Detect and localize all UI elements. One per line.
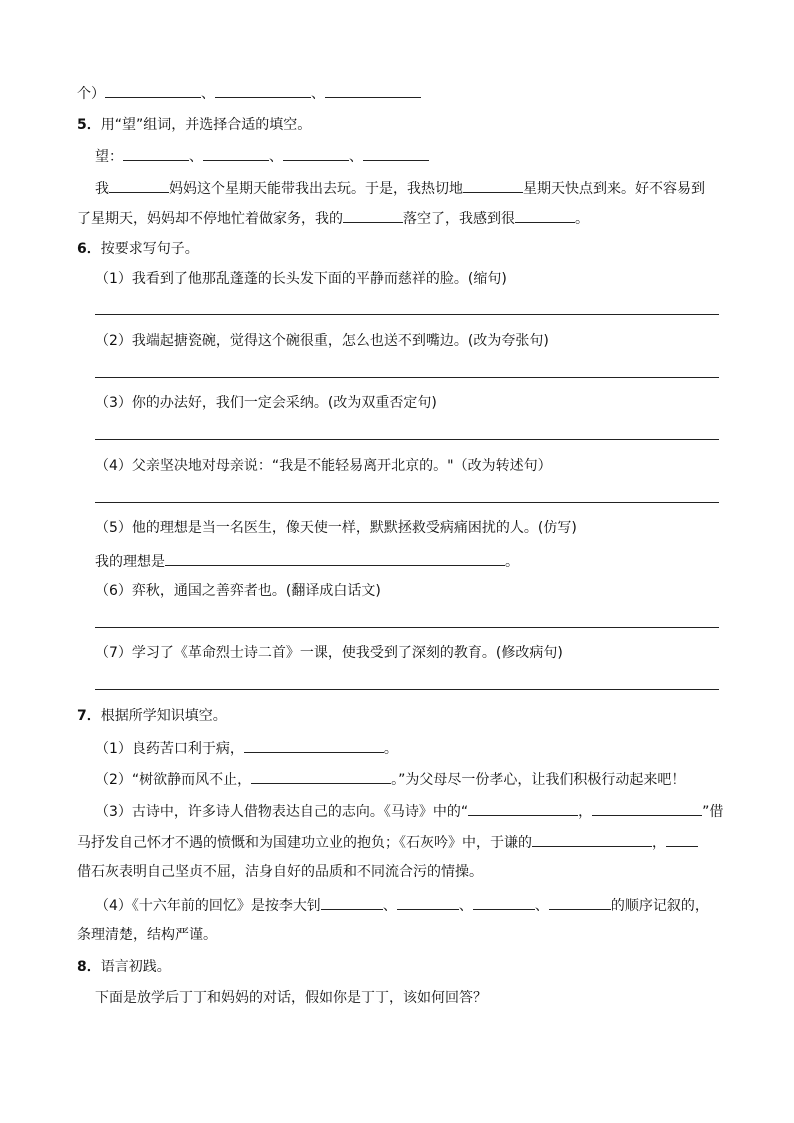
question-8-prompt: 下面是放学后丁丁和妈妈的对话，假如你是丁丁，该如何回答？: [95, 990, 487, 1006]
answer-line[interactable]: [95, 439, 719, 440]
question-6-3: （3）你的办法好，我们一定会采纳。(改为双重否定句): [95, 395, 437, 411]
question-5-words: 望： 、 、 、: [95, 145, 429, 165]
answer-line[interactable]: [95, 502, 719, 503]
blank[interactable]: [251, 768, 391, 784]
question-5-paragraph-line-2: 了星期天，妈妈却不停地忙着做家务，我的 落空了，我感到很 。: [77, 207, 589, 227]
question-6-4: （4）父亲坚决地对母亲说：“我是不能轻易离开北京的。"（改为转述句）: [95, 458, 552, 474]
question-6-2: （2）我端起搪瓷碗，觉得这个碗很重，怎么也送不到嘴边。(改为夸张句): [95, 333, 549, 349]
question-7-4-line-1: （4）《十六年前的回忆》是按李大钊 、 、 、 的顺序记叙的，: [95, 894, 709, 914]
question-6-5-fill: 我的理想是 。: [95, 550, 519, 570]
blank[interactable]: [244, 737, 384, 753]
question-number: 6．: [77, 241, 101, 257]
question-8-heading: 8．语言初践。: [77, 959, 171, 975]
question-7-heading: 7．根据所学知识填空。: [77, 708, 227, 724]
blank[interactable]: [363, 145, 429, 161]
answer-line[interactable]: [95, 314, 719, 315]
blank[interactable]: [215, 82, 311, 98]
question-7-2: （2）“树欲静而风不止， 。”为父母尽一份孝心，让我们积极行动起来吧！: [95, 768, 685, 788]
question-7-4-line-2: 条理清楚，结构严谨。: [77, 927, 217, 943]
answer-line[interactable]: [95, 377, 719, 378]
question-6-1: （1）我看到了他那乱蓬蓬的长头发下面的平静而慈祥的脸。(缩句): [95, 271, 507, 287]
blank[interactable]: [473, 894, 535, 910]
question-7-3-line-3: 借石灰表明自己坚贞不屈，洁身自好的品质和不同流合污的情操。: [77, 864, 483, 880]
blank[interactable]: [532, 831, 652, 847]
question-number: 5．: [77, 117, 101, 133]
blank[interactable]: [592, 800, 702, 816]
question-6-6: （6）弈秋，通国之善弈者也。(翻译成白话文): [95, 583, 381, 599]
answer-line[interactable]: [95, 689, 719, 690]
blank[interactable]: [321, 894, 383, 910]
blank[interactable]: [123, 145, 189, 161]
blank[interactable]: [397, 894, 459, 910]
blank[interactable]: [165, 550, 505, 566]
question-7-3-line-1: （3）古诗中，许多诗人借物表达自己的志向。《马诗》中的“ ， ”借: [95, 800, 723, 820]
question-6-5: （5）他的理想是当一名医生，像天使一样，默默拯救受病痛困扰的人。(仿写): [95, 520, 577, 536]
blank[interactable]: [283, 145, 349, 161]
blank[interactable]: [549, 894, 611, 910]
question-number: 7．: [77, 708, 101, 724]
blank[interactable]: [515, 207, 575, 223]
blank[interactable]: [203, 145, 269, 161]
blank[interactable]: [343, 207, 403, 223]
question-6-7: （7）学习了《革命烈士诗二首》一课，使我受到了深刻的教育。(修改病句): [95, 645, 563, 661]
blank[interactable]: [325, 82, 421, 98]
question-6-heading: 6．按要求写句子。: [77, 241, 199, 257]
question-5-heading: 5．用“望”组词，并选择合适的填空。: [77, 117, 312, 133]
blank[interactable]: [105, 82, 201, 98]
fill-line-group-prev: 个） 、 、: [77, 82, 421, 102]
question-7-3-line-2: 马抒发自己怀才不遇的愤慨和为国建功立业的抱负；《石灰吟》中，于谦的 ，: [77, 831, 698, 851]
question-5-paragraph-line-1: 我 妈妈这个星期天能带我出去玩。于是，我热切地 星期天快点到来。好不容易到: [95, 177, 705, 197]
blank[interactable]: [468, 800, 578, 816]
answer-line[interactable]: [95, 627, 719, 628]
question-7-1: （1）良药苦口利于病， 。: [95, 737, 398, 757]
line-prefix: 个）: [77, 86, 105, 102]
blank[interactable]: [109, 177, 169, 193]
blank[interactable]: [666, 831, 698, 847]
blank[interactable]: [463, 177, 523, 193]
question-number: 8．: [77, 959, 101, 975]
